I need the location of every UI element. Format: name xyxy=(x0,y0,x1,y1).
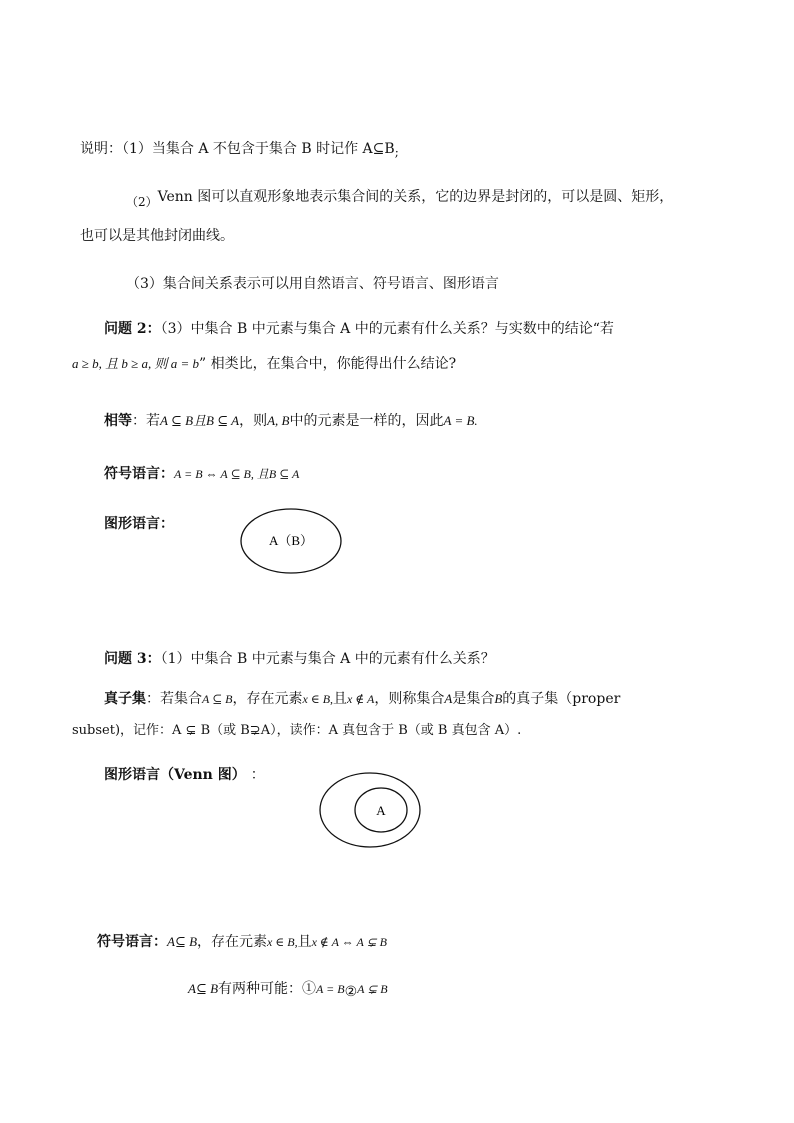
possibilities-text: 有两种可能： xyxy=(218,981,303,997)
graphic-language-1-label: 图形语言： xyxy=(104,516,174,532)
question-2-line-2 xyxy=(72,355,456,373)
symbol-language-2 xyxy=(97,933,387,951)
symbol-2-math-3: x ∉ A ⇔ A ⊊ B xyxy=(311,935,387,949)
two-possibilities xyxy=(188,980,388,998)
possibility-1-marker: ① xyxy=(302,981,317,997)
question-2-text: （3）中集合 B 中元素与集合 A 中的元素有什么关系？与实数中的结论“若 xyxy=(160,321,614,337)
proper-math-4: A xyxy=(444,691,453,706)
note-item-2-text: Venn 图可以直观形象地表示集合间的关系，它的边界是封闭的，可以是圆、矩形， xyxy=(157,189,674,205)
equality-math-a: A ⊆ B且B ⊆ A xyxy=(160,413,240,428)
set-b-ellipse xyxy=(320,773,420,847)
note-item-2 xyxy=(126,188,674,209)
equality-math-b: A, B xyxy=(267,413,290,428)
symbol-2-text-1: ，存在元素 xyxy=(197,934,268,950)
question-2-label: 问题 2： xyxy=(104,321,161,337)
symbol-language-1-label: 符号语言： xyxy=(104,466,174,482)
proper-subset-label: 真子集 xyxy=(104,691,146,707)
proper-subset-line-2 xyxy=(72,722,521,740)
graphic-language-2-colon: ： xyxy=(250,767,265,783)
proper-subset-notation: subset)，记作：A ⊊ B（或 B⊋A），读作：A 真包含于 B（或 B 真包含 A）. xyxy=(72,723,522,738)
note-item-2-number: （2） xyxy=(126,195,158,209)
equality-label: 相等 xyxy=(104,413,132,429)
set-a-label: A xyxy=(376,803,386,818)
equality-definition xyxy=(104,412,478,430)
question-2-text-2: ” 相类比，在集合中，你能得出什么结论? xyxy=(199,356,457,372)
proper-math-5: B xyxy=(494,691,503,706)
note-item-2-cont-text: 也可以是其他封闭曲线。 xyxy=(80,228,234,244)
note-item-3-text: （3）集合间关系表示可以用自然语言、符号语言、图形语言 xyxy=(126,276,499,292)
proper-math-2: x ∈ B, xyxy=(302,692,334,706)
question-2-math: a ≥ b, 且 b ≥ a, 则 a = b xyxy=(72,356,200,371)
question-3 xyxy=(104,650,495,668)
question-3-label: 问题 3： xyxy=(104,651,161,667)
venn-diagram-equal xyxy=(238,506,344,576)
proper-text-d: ，则称集合 xyxy=(374,691,445,707)
proper-subset-line-1 xyxy=(104,690,620,708)
equality-text-b: ，则 xyxy=(239,413,268,429)
symbol-language-1-math: A = B ⇔ A ⊆ B, 且B ⊆ A xyxy=(174,467,300,481)
symbol-2-math-2: x ∈ B, xyxy=(267,935,298,949)
graphic-language-2-label: 图形语言（Venn 图） xyxy=(104,767,239,783)
symbol-language-1 xyxy=(104,465,299,483)
graphic-language-2 xyxy=(104,766,265,784)
question-3-text: （1）中集合 B 中元素与集合 A 中的元素有什么关系？ xyxy=(160,651,495,667)
proper-math-1: A ⊆ B xyxy=(202,692,233,706)
proper-text-f: 的真子集（proper xyxy=(502,691,621,707)
equality-text-c: 中的元素是一样的，因此 xyxy=(289,413,444,429)
graphic-language-1 xyxy=(104,515,174,533)
proper-math-3: x ∉ A xyxy=(347,692,375,706)
possibility-2-marker: ② xyxy=(344,984,358,1000)
symbol-2-text-2: 且 xyxy=(297,934,312,950)
possibilities-math-1: A⊆ B xyxy=(188,981,219,996)
proper-text-b: ，存在元素 xyxy=(232,691,303,707)
possibilities-math-3: A ⊊ B xyxy=(357,982,388,996)
venn-diagram-proper-subset xyxy=(317,770,423,850)
question-2-line-1 xyxy=(104,320,614,338)
note-item-1-text: 说明：（1）当集合 A 不包含于集合 B 时记作 A⊆B xyxy=(80,141,395,157)
note-item-1-tail: ; xyxy=(394,145,399,159)
possibilities-math-2: A = B xyxy=(316,982,345,996)
proper-text-a: ：若集合 xyxy=(146,691,202,707)
symbol-2-math-1: A⊆ B xyxy=(167,934,198,949)
proper-text-c: 且 xyxy=(333,691,348,707)
equality-text-a: ：若 xyxy=(132,413,160,429)
note-item-2-continued xyxy=(80,227,234,245)
set-a-b-label: A（B） xyxy=(268,533,314,548)
symbol-language-2-label: 符号语言： xyxy=(97,934,167,950)
proper-text-e: 是集合 xyxy=(452,691,495,707)
equality-math-c: A = B. xyxy=(443,413,478,428)
note-item-3 xyxy=(126,275,499,293)
note-item-1 xyxy=(80,140,399,158)
